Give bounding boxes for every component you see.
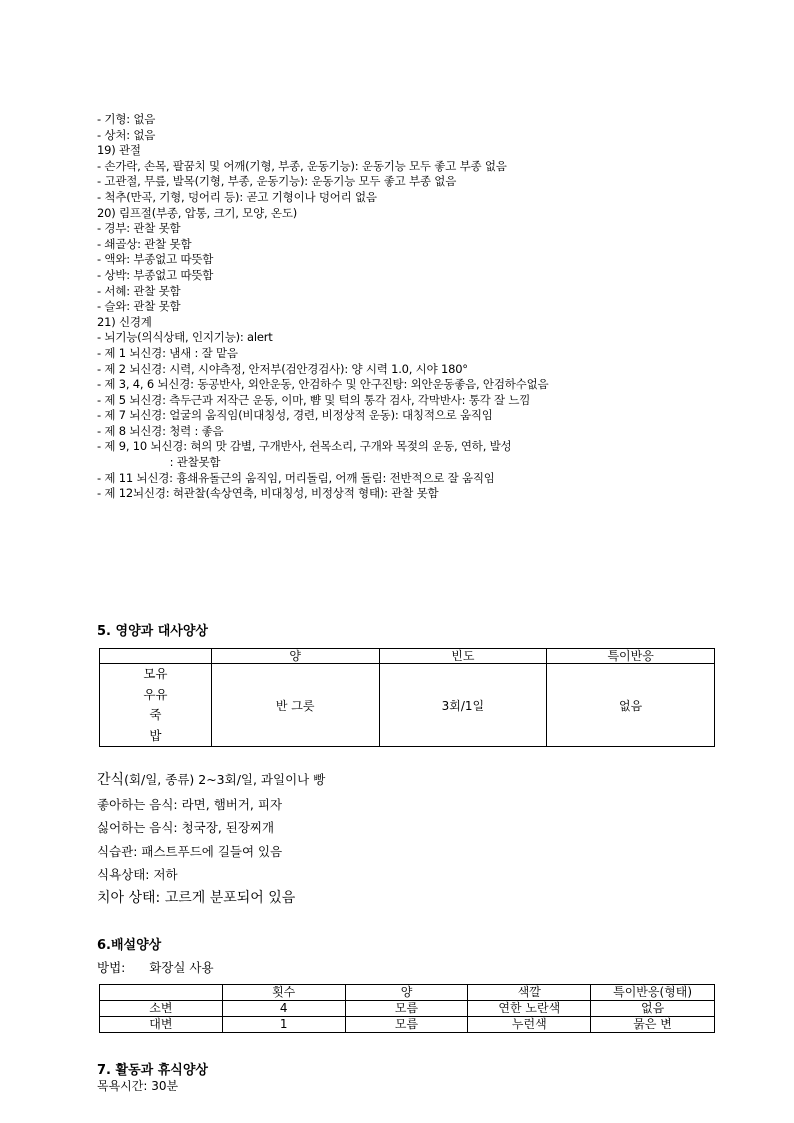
snack-line <box>97 768 325 793</box>
table-cell: 모름 <box>345 1001 468 1017</box>
food-item: 밥 <box>149 727 162 743</box>
table-header-row <box>100 985 715 1001</box>
table-cell: 묽은 변 <box>591 1017 715 1033</box>
amount-cell: 반 그릇 <box>211 664 379 747</box>
bath-time-line: 목욕시간: 30분 <box>97 1079 179 1093</box>
text-line: - 경부: 관찰 못함 <box>97 221 181 236</box>
food-item: 죽 <box>149 707 162 722</box>
section-heading-elimination: 6.배설양상 <box>97 938 162 953</box>
table-cell: 1 <box>222 1017 345 1033</box>
table-header-cell: 양 <box>345 985 468 1001</box>
text-line: 20) 림프절(부종, 압통, 크기, 모양, 온도) <box>97 205 298 220</box>
section-heading-activity: 7. 활동과 휴식양상 <box>97 1063 208 1078</box>
table-header-cell: 횟수 <box>222 985 345 1001</box>
appetite-line: 식욕상태: 저하 <box>97 867 178 883</box>
eating-habit-line: 식습관: 패스트푸드에 길들여 있음 <box>97 843 283 859</box>
method-value: 화장실 사용 <box>149 960 214 975</box>
elimination-table <box>99 984 715 1033</box>
text-line: - 액와: 부종없고 따뜻함 <box>97 252 214 267</box>
nutrition-table <box>99 648 715 747</box>
document-page <box>97 112 717 1093</box>
text-line: 21) 신경계 <box>97 314 152 329</box>
text-line: - 제 8 뇌신경: 청력 : 좋음 <box>97 423 224 438</box>
text-line: - 제 12뇌신경: 혀관찰(속상연축, 비대칭성, 비정상적 형태): 관찰 못함 <box>97 486 439 501</box>
food-item: 모유 <box>143 666 168 681</box>
text-line: : 관찰못함 <box>97 455 221 470</box>
table-header-cell: 특이반응 <box>547 649 715 664</box>
text-line: - 상박: 부종없고 따뜻함 <box>97 267 214 282</box>
table-cell: 4 <box>222 1001 345 1017</box>
text-line: - 제 2 뇌신경: 시력, 시야측정, 안저부(검안경검사): 양 시력 1.0, 시야 180° <box>97 361 468 376</box>
snack-detail: (회/일, 종류) 2~3회/일, 과일이나 빵 <box>124 772 326 787</box>
text-line: 19) 관절 <box>97 143 141 158</box>
reaction-cell: 없음 <box>547 664 715 747</box>
table-cell: 없음 <box>591 1001 715 1017</box>
table-header-cell <box>100 985 223 1001</box>
text-line: - 제 11 뇌신경: 흉쇄유돌근의 움직임, 머리돌림, 어깨 돌림: 전반적으로 잘 움직임 <box>97 470 495 485</box>
text-line: - 서혜: 관찰 못함 <box>97 283 181 298</box>
frequency-cell: 3회/1일 <box>379 664 547 747</box>
text-line: - 쇄골상: 관찰 못함 <box>97 236 192 251</box>
text-line: - 손가락, 손목, 팔꿈치 및 어깨(기형, 부종, 운동기능): 운동기능 모두 좋고 부종 없음 <box>97 158 507 173</box>
text-line: - 척추(만곡, 기형, 덩어리 등): 곧고 기형이나 덩어리 없음 <box>97 189 377 204</box>
text-line: - 슬와: 관찰 못함 <box>97 299 181 314</box>
table-row <box>100 1001 715 1017</box>
text-line: - 제 7 뇌신경: 얼굴의 움직임(비대칭성, 경련, 비정상적 운동): 대칭적으로 움직임 <box>97 408 493 423</box>
method-line <box>97 958 214 976</box>
table-row <box>100 664 715 747</box>
favorite-food-line: 좋아하는 음식: 라면, 햄버거, 피자 <box>97 796 283 812</box>
text-line: - 제 3, 4, 6 뇌신경: 동공반사, 외안운동, 안검하수 및 안구진탕: 외안운동좋음, 안검하수없음 <box>97 377 549 392</box>
text-line: - 제 1 뇌신경: 냄새 : 잘 맡음 <box>97 345 238 360</box>
method-label: 방법: <box>97 960 126 975</box>
text-line: - 제 5 뇌신경: 측두근과 저작근 운동, 이마, 뺨 및 턱의 통각 검사, 각막반사: 통각 잘 느낌 <box>97 392 531 407</box>
diet-info <box>97 768 325 911</box>
text-line: - 뇌기능(의식상태, 인지기능): alert <box>97 330 273 345</box>
food-list-cell <box>100 664 212 747</box>
disliked-food-line: 싫어하는 음식: 청국장, 된장찌개 <box>97 820 275 836</box>
table-header-cell: 색깔 <box>468 985 591 1001</box>
table-header-cell <box>100 649 212 664</box>
table-cell: 소변 <box>100 1001 223 1017</box>
table-header-cell: 빈도 <box>379 649 547 664</box>
neuro-exam-list <box>97 112 717 502</box>
text-line: - 고관절, 무릎, 발목(기형, 부종, 운동기능): 운동기능 모두 좋고 부종 없음 <box>97 174 457 189</box>
table-cell: 대변 <box>100 1017 223 1033</box>
table-header-cell: 양 <box>211 649 379 664</box>
food-item: 우유 <box>143 686 168 702</box>
table-cell: 연한 노란색 <box>468 1001 591 1017</box>
section-heading-nutrition: 5. 영양과 대사양상 <box>97 624 208 639</box>
snack-label: 간식 <box>97 772 125 788</box>
text-line: - 제 9, 10 뇌신경: 혀의 맛 감별, 구개반사, 쉰목소리, 구개와 목젖의 운동, 연하, 발성 <box>97 439 512 454</box>
teeth-line: 치아 상태: 고르게 분포되어 있음 <box>97 889 296 906</box>
table-row <box>100 1017 715 1033</box>
table-header-cell: 특이반응(형태) <box>591 985 715 1001</box>
table-cell: 모름 <box>345 1017 468 1033</box>
table-header-row <box>100 649 715 664</box>
text-line: - 기형: 없음 <box>97 112 156 126</box>
table-cell: 누런색 <box>468 1017 591 1033</box>
text-line: - 상처: 없음 <box>97 127 156 142</box>
